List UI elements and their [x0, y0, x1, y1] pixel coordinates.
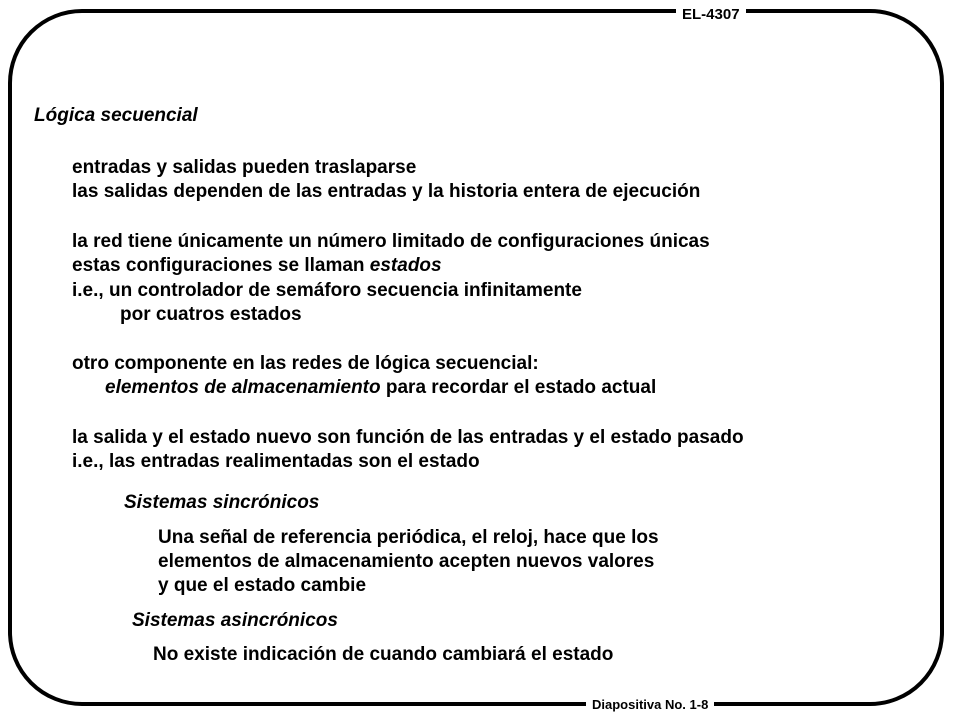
- text-line: [105, 377, 656, 399]
- text-line: Una señal de referencia periódica, el reloj, hace que los: [158, 527, 659, 548]
- text-line: entradas y salidas pueden traslaparse: [72, 157, 417, 178]
- text-line: otro componente en las redes de lógica secuencial:: [72, 353, 539, 374]
- text-line: elementos de almacenamiento acepten nuevos valores: [158, 551, 655, 572]
- emphasis-text: elementos de almacenamiento: [105, 377, 381, 398]
- subheading-sync: Sistemas sincrónicos: [124, 492, 320, 513]
- text-line: las salidas dependen de las entradas y la historia entera de ejecución: [72, 181, 701, 202]
- emphasis-text: estados: [369, 255, 442, 276]
- text-line: No existe indicación de cuando cambiará el estado: [153, 644, 614, 665]
- slide-number: Diapositiva No. 1-8: [586, 697, 714, 713]
- subheading-async: Sistemas asincrónicos: [132, 610, 338, 631]
- text-line: por cuatros estados: [120, 304, 302, 325]
- text-line: i.e., un controlador de semáforo secuencia infinitamente: [72, 280, 582, 301]
- text-line: [72, 255, 442, 277]
- text-span: estas configuraciones se llaman: [72, 255, 370, 276]
- text-line: la salida y el estado nuevo son función de las entradas y el estado pasado: [72, 427, 744, 448]
- slide-title: Lógica secuencial: [34, 105, 198, 126]
- text-line: i.e., las entradas realimentadas son el estado: [72, 451, 480, 472]
- text-line: la red tiene únicamente un número limitado de configuraciones únicas: [72, 231, 710, 252]
- course-code: EL-4307: [676, 5, 746, 25]
- text-line: y que el estado cambie: [158, 575, 367, 596]
- text-span: para recordar el estado actual: [380, 377, 657, 398]
